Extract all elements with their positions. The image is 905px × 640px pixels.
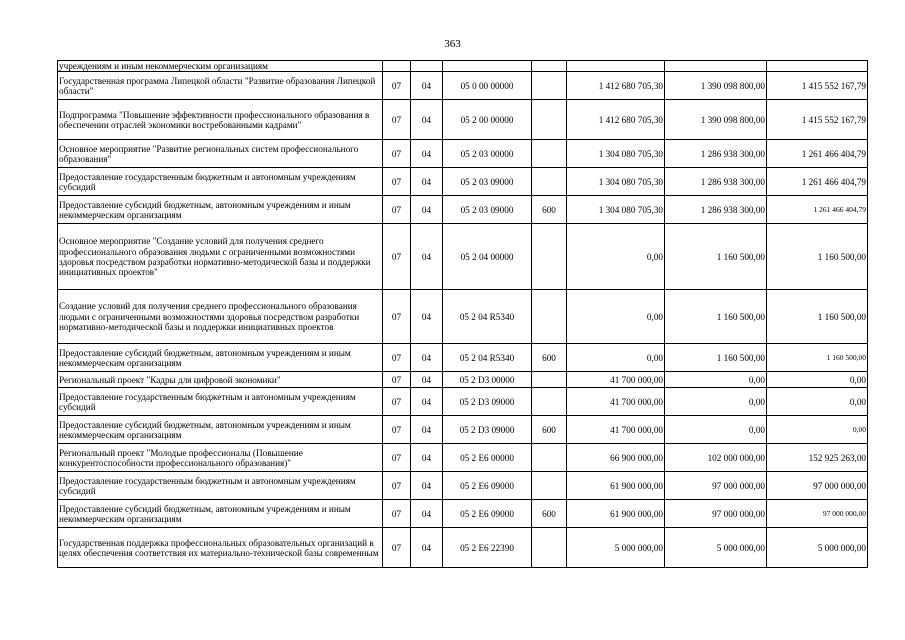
row-name: Предоставление государственным бюджетным и автономным учреждениям субсидий [58, 388, 383, 416]
section-code: 07 [383, 472, 411, 500]
table-row [58, 100, 868, 140]
subsection-code: 04 [411, 100, 443, 140]
table-row [58, 416, 868, 444]
amount-year-2: 1 390 098 800,00 [665, 100, 767, 140]
amount-year-3: 1 160 500,00 [767, 344, 868, 372]
table-row [58, 528, 868, 568]
target-article-code: 05 2 E6 09000 [443, 500, 532, 528]
amount-year-2: 97 000 000,00 [665, 472, 767, 500]
section-code: 07 [383, 290, 411, 344]
amount-year-1: 1 304 080 705,30 [567, 140, 665, 168]
amount-year-1: 66 900 000,00 [567, 444, 665, 472]
expense-type-code [532, 472, 567, 500]
row-name: Предоставление субсидий бюджетным, автономным учреждениям и иным некоммерческим организациям [58, 500, 383, 528]
expense-type-code [532, 100, 567, 140]
amount-year-3: 97 000 000,00 [767, 472, 868, 500]
amount-year-1: 1 304 080 705,30 [567, 168, 665, 196]
amount-year-2: 102 000 000,00 [665, 444, 767, 472]
target-article-code [443, 61, 532, 72]
subsection-code: 04 [411, 472, 443, 500]
section-code: 07 [383, 100, 411, 140]
section-code: 07 [383, 388, 411, 416]
amount-year-1: 1 304 080 705,30 [567, 196, 665, 224]
amount-year-3: 1 415 552 167,79 [767, 100, 868, 140]
section-code: 07 [383, 224, 411, 290]
amount-year-2: 1 286 938 300,00 [665, 168, 767, 196]
expense-type-code [532, 372, 567, 388]
amount-year-2: 97 000 000,00 [665, 500, 767, 528]
amount-year-3: 0,00 [767, 372, 868, 388]
amount-year-1 [567, 61, 665, 72]
expense-type-code [532, 528, 567, 568]
amount-year-3: 1 160 500,00 [767, 224, 868, 290]
subsection-code: 04 [411, 388, 443, 416]
subsection-code: 04 [411, 416, 443, 444]
amount-year-1: 41 700 000,00 [567, 372, 665, 388]
target-article-code: 05 2 00 00000 [443, 100, 532, 140]
subsection-code: 04 [411, 72, 443, 100]
subsection-code: 04 [411, 140, 443, 168]
section-code: 07 [383, 168, 411, 196]
target-article-code: 05 2 04 R5340 [443, 290, 532, 344]
target-article-code: 05 2 03 09000 [443, 168, 532, 196]
expense-type-code [532, 61, 567, 72]
subsection-code: 04 [411, 196, 443, 224]
table-row [58, 500, 868, 528]
row-name: Региональный проект "Молодые профессионалы (Повышение конкурентоспособности профессионального образования)" [58, 444, 383, 472]
amount-year-2: 1 286 938 300,00 [665, 140, 767, 168]
row-name: Предоставление государственным бюджетным и автономным учреждениям субсидий [58, 472, 383, 500]
amount-year-1: 41 700 000,00 [567, 388, 665, 416]
expense-type-code: 600 [532, 416, 567, 444]
amount-year-1: 0,00 [567, 290, 665, 344]
table-row [58, 61, 868, 72]
amount-year-3: 1 261 466 404,79 [767, 140, 868, 168]
expense-type-code: 600 [532, 500, 567, 528]
budget-table [57, 60, 868, 568]
amount-year-2: 0,00 [665, 416, 767, 444]
amount-year-2: 1 160 500,00 [665, 290, 767, 344]
subsection-code: 04 [411, 528, 443, 568]
amount-year-1: 61 900 000,00 [567, 500, 665, 528]
amount-year-3: 152 925 263,00 [767, 444, 868, 472]
section-code: 07 [383, 416, 411, 444]
section-code: 07 [383, 140, 411, 168]
amount-year-3: 1 160 500,00 [767, 290, 868, 344]
section-code: 07 [383, 72, 411, 100]
amount-year-3: 0,00 [767, 388, 868, 416]
row-name: учреждениям и иным некоммерческим организациям [58, 61, 383, 72]
expense-type-code [532, 224, 567, 290]
row-name: Создание условий для получения среднего профессионального образования людьми с ограниченными возможностями здоровья посредством разработки нормативно-методической базы и поддержки инициативных проектов [58, 290, 383, 344]
page-number: 363 [444, 38, 461, 50]
row-name: Основное мероприятие "Развитие региональных систем профессионального образования" [58, 140, 383, 168]
amount-year-3 [767, 61, 868, 72]
target-article-code: 05 2 E6 00000 [443, 444, 532, 472]
target-article-code: 05 2 04 R5340 [443, 344, 532, 372]
amount-year-1: 41 700 000,00 [567, 416, 665, 444]
section-code: 07 [383, 444, 411, 472]
row-name: Предоставление субсидий бюджетным, автономным учреждениям и иным некоммерческим организациям [58, 416, 383, 444]
row-name: Государственная программа Липецкой области "Развитие образования Липецкой области" [58, 72, 383, 100]
subsection-code: 04 [411, 224, 443, 290]
amount-year-2: 0,00 [665, 372, 767, 388]
amount-year-1: 1 412 680 705,30 [567, 100, 665, 140]
expense-type-code: 600 [532, 196, 567, 224]
expense-type-code [532, 168, 567, 196]
amount-year-3: 1 415 552 167,79 [767, 72, 868, 100]
expense-type-code [532, 290, 567, 344]
row-name: Предоставление субсидий бюджетным, автономным учреждениям и иным некоммерческим организациям [58, 196, 383, 224]
subsection-code: 04 [411, 344, 443, 372]
amount-year-3: 0,00 [767, 416, 868, 444]
table-row [58, 224, 868, 290]
expense-type-code [532, 388, 567, 416]
target-article-code: 05 2 03 09000 [443, 196, 532, 224]
table-row [58, 196, 868, 224]
subsection-code: 04 [411, 500, 443, 528]
amount-year-1: 0,00 [567, 224, 665, 290]
amount-year-2 [665, 61, 767, 72]
expense-type-code [532, 72, 567, 100]
table-row [58, 344, 868, 372]
section-code: 07 [383, 344, 411, 372]
amount-year-2: 0,00 [665, 388, 767, 416]
subsection-code: 04 [411, 290, 443, 344]
table-row [58, 472, 868, 500]
subsection-code: 04 [411, 444, 443, 472]
section-code: 07 [383, 500, 411, 528]
amount-year-3: 1 261 466 404,79 [767, 196, 868, 224]
subsection-code [411, 61, 443, 72]
amount-year-1: 1 412 680 705,30 [567, 72, 665, 100]
amount-year-1: 5 000 000,00 [567, 528, 665, 568]
table-row [58, 72, 868, 100]
row-name: Подпрограмма "Повышение эффективности профессионального образования в обеспечении отраслей экономики востребованными кадрами" [58, 100, 383, 140]
section-code: 07 [383, 528, 411, 568]
table-row [58, 372, 868, 388]
table-row [58, 388, 868, 416]
subsection-code: 04 [411, 372, 443, 388]
section-code: 07 [383, 372, 411, 388]
expense-type-code [532, 444, 567, 472]
section-code: 07 [383, 196, 411, 224]
amount-year-2: 1 160 500,00 [665, 224, 767, 290]
amount-year-2: 5 000 000,00 [665, 528, 767, 568]
amount-year-1: 0,00 [567, 344, 665, 372]
section-code [383, 61, 411, 72]
target-article-code: 05 2 E6 22390 [443, 528, 532, 568]
target-article-code: 05 2 D3 09000 [443, 416, 532, 444]
target-article-code: 05 2 03 00000 [443, 140, 532, 168]
subsection-code: 04 [411, 168, 443, 196]
expense-type-code: 600 [532, 344, 567, 372]
table-row [58, 140, 868, 168]
amount-year-2: 1 286 938 300,00 [665, 196, 767, 224]
row-name: Региональный проект "Кадры для цифровой экономики" [58, 372, 383, 388]
table-row [58, 444, 868, 472]
expense-type-code [532, 140, 567, 168]
target-article-code: 05 2 04 00000 [443, 224, 532, 290]
target-article-code: 05 2 D3 00000 [443, 372, 532, 388]
table-row [58, 290, 868, 344]
target-article-code: 05 2 D3 09000 [443, 388, 532, 416]
row-name: Государственная поддержка профессиональных образовательных организаций в целях обеспечения соответствия их материально-технической базы современным [58, 528, 383, 568]
amount-year-3: 1 261 466 404,79 [767, 168, 868, 196]
row-name: Основное мероприятие "Создание условий для получения среднего профессионального образования людьми с ограниченными возможностями здоровья посредством разработки нормативно-методической базы и поддержки инициативных проектов" [58, 224, 383, 290]
amount-year-2: 1 390 098 800,00 [665, 72, 767, 100]
row-name: Предоставление субсидий бюджетным, автономным учреждениям и иным некоммерческим организациям [58, 344, 383, 372]
amount-year-2: 1 160 500,00 [665, 344, 767, 372]
target-article-code: 05 0 00 00000 [443, 72, 532, 100]
amount-year-3: 5 000 000,00 [767, 528, 868, 568]
table-row [58, 168, 868, 196]
amount-year-1: 61 900 000,00 [567, 472, 665, 500]
row-name: Предоставление государственным бюджетным и автономным учреждениям субсидий [58, 168, 383, 196]
amount-year-3: 97 000 000,00 [767, 500, 868, 528]
target-article-code: 05 2 E6 09000 [443, 472, 532, 500]
